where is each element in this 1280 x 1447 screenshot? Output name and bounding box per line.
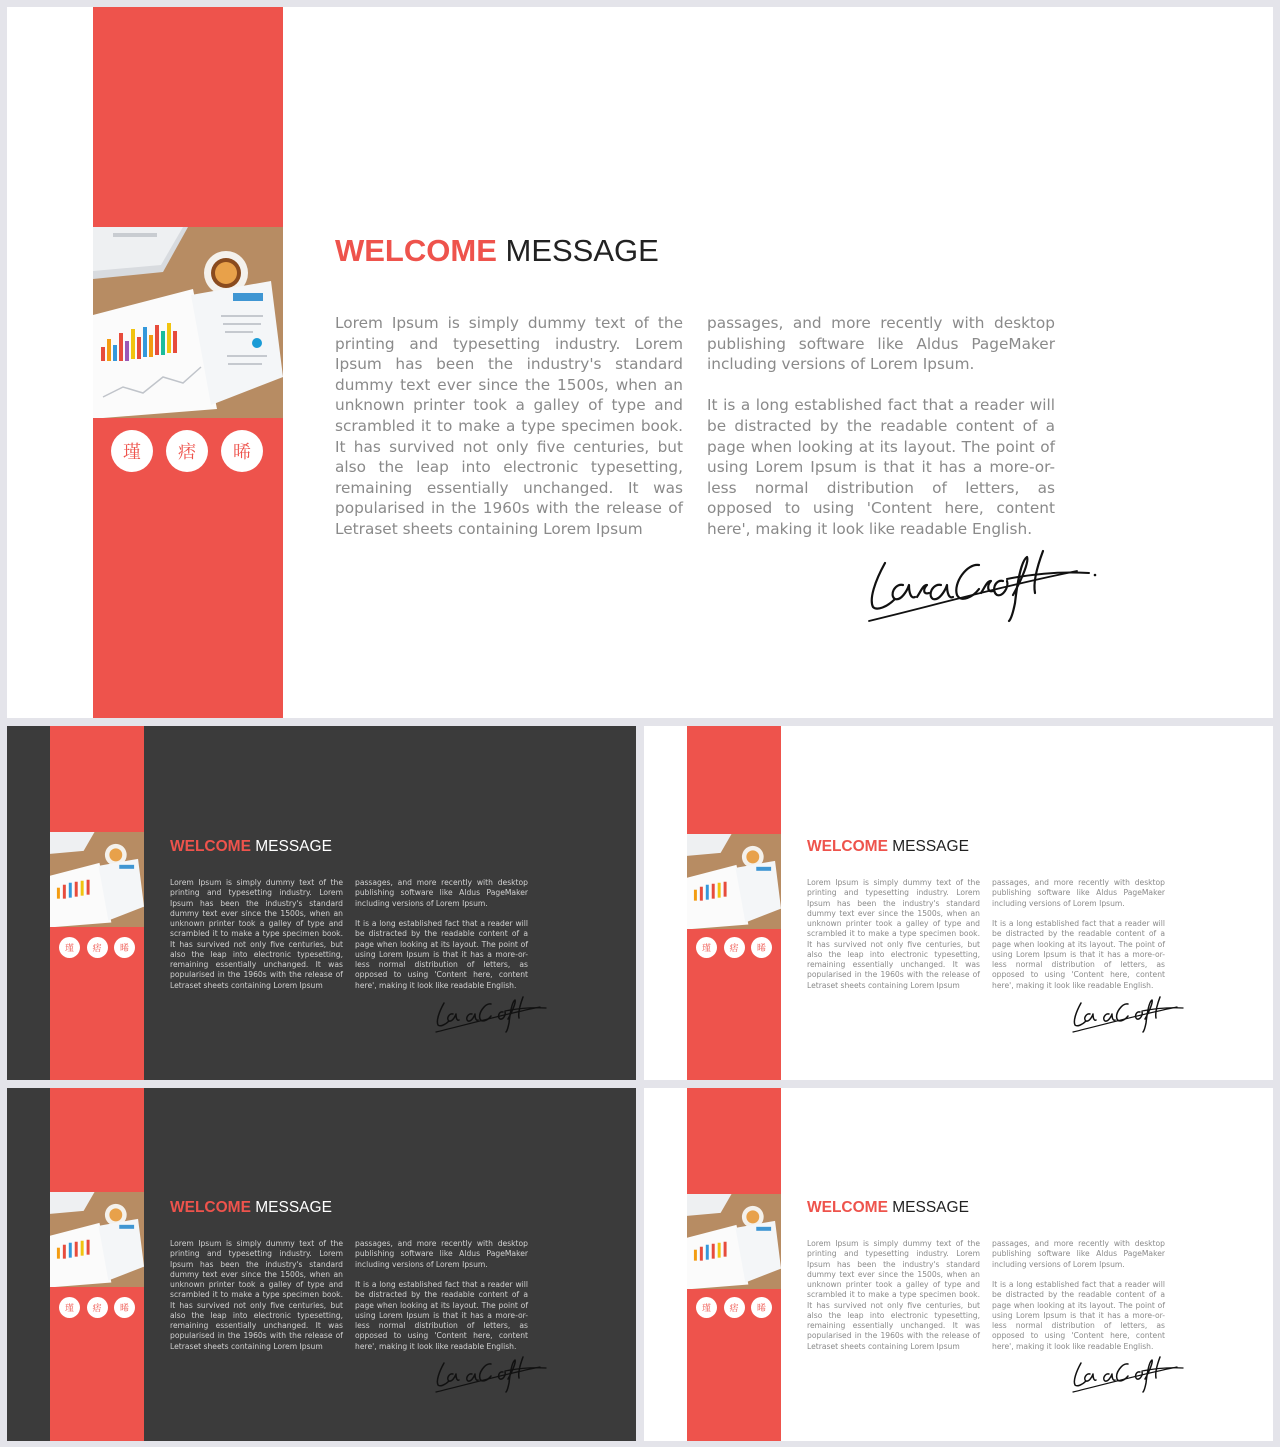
slide-title <box>170 1199 332 1217</box>
paragraph: It is a long established fact that a reader will be distracted by the readable content of a page when looking at its layout. The point of using Lorem Ipsum is that it has a more-or-less normal distribution of letters, as opposed to using 'Content here, content here', making it look like readable English. <box>355 919 528 990</box>
circle-label: 晞 <box>751 937 772 958</box>
desk-photo <box>93 227 283 418</box>
body-column-2 <box>355 1239 528 1352</box>
body-text <box>170 1239 528 1352</box>
body-column-2 <box>992 1239 1165 1352</box>
paragraph: passages, and more recently with desktop publishing software like Aldus PageMaker including versions of Lorem Ipsum. <box>355 1239 528 1269</box>
title-rest: MESSAGE <box>255 1199 332 1216</box>
circle-label: 痞 <box>724 1297 745 1318</box>
circle-label: 瑾 <box>59 937 80 958</box>
slide-title <box>170 838 332 856</box>
circle-label: 痞 <box>87 1297 108 1318</box>
slide-title <box>807 838 969 856</box>
signature <box>430 1350 550 1396</box>
paragraph: It is a long established fact that a reader will be distracted by the readable content of a page when looking at its layout. The point of using Lorem Ipsum is that it has a more-or-less normal distribution of letters, as opposed to using 'Content here, content here', making it look like readable English. <box>992 1280 1165 1351</box>
desk-photo <box>50 832 144 927</box>
paragraph: Lorem Ipsum is simply dummy text of the printing and typesetting industry. Lorem Ipsum has been the industry's standard dummy text ever since the 1500s, when an unknown printer took a galley of type and scrambled it to make a type specimen book. It has survived not only five centuries, but also the leap into electronic typesetting, remaining essentially unchanged. It was popularised in the 1960s with the release of Letraset sheets containing Lorem Ipsum <box>335 314 683 538</box>
paragraph: Lorem Ipsum is simply dummy text of the printing and typesetting industry. Lorem Ipsum has been the industry's standard dummy text ever since the 1500s, when an unknown printer took a galley of type and scrambled it to make a type specimen book. It has survived not only five centuries, but also the leap into electronic typesetting, remaining essentially unchanged. It was popularised in the 1960s with the release of Letraset sheets containing Lorem Ipsum <box>807 1239 980 1351</box>
paragraph: Lorem Ipsum is simply dummy text of the printing and typesetting industry. Lorem Ipsum has been the industry's standard dummy text ever since the 1500s, when an unknown printer took a galley of type and scrambled it to make a type specimen book. It has survived not only five centuries, but also the leap into electronic typesetting, remaining essentially unchanged. It was popularised in the 1960s with the release of Letraset sheets containing Lorem Ipsum <box>807 878 980 990</box>
paragraph: Lorem Ipsum is simply dummy text of the printing and typesetting industry. Lorem Ipsum has been the industry's standard dummy text ever since the 1500s, when an unknown printer took a galley of type and scrambled it to make a type specimen book. It has survived not only five centuries, but also the leap into electronic typesetting, remaining essentially unchanged. It was popularised in the 1960s with the release of Letraset sheets containing Lorem Ipsum <box>170 1239 343 1351</box>
paragraph: It is a long established fact that a reader will be distracted by the readable content of a page when looking at its layout. The point of using Lorem Ipsum is that it has a more-or-less normal distribution of letters, as opposed to using 'Content here, content here', making it look like readable English. <box>992 919 1165 990</box>
circle-label: 晞 <box>221 430 263 472</box>
body-column-2 <box>992 878 1165 991</box>
circle-label: 瑾 <box>696 937 717 958</box>
body-text <box>807 1239 1165 1352</box>
body-column-2 <box>707 313 1055 540</box>
desk-photo <box>687 1194 781 1289</box>
paragraph: passages, and more recently with desktop publishing software like Aldus PageMaker including versions of Lorem Ipsum. <box>355 878 528 908</box>
slide-thumbnail-dark-1[interactable] <box>7 726 636 1080</box>
body-text <box>807 878 1165 991</box>
circle-label: 痞 <box>87 937 108 958</box>
title-highlight: WELCOME <box>170 838 251 855</box>
circle-group <box>59 937 135 958</box>
circle-label: 痞 <box>724 937 745 958</box>
circle-label: 瑾 <box>111 430 153 472</box>
paragraph: It is a long established fact that a reader will be distracted by the readable content of a page when looking at its layout. The point of using Lorem Ipsum is that it has a more-or-less normal distribution of letters, as opposed to using 'Content here, content here', making it look like readable English. <box>355 1280 528 1351</box>
signature <box>1067 990 1187 1036</box>
body-text <box>170 878 528 991</box>
signature <box>1067 1350 1187 1396</box>
circle-label: 晞 <box>114 937 135 958</box>
paragraph: Lorem Ipsum is simply dummy text of the printing and typesetting industry. Lorem Ipsum has been the industry's standard dummy text ever since the 1500s, when an unknown printer took a galley of type and scrambled it to make a type specimen book. It has survived not only five centuries, but also the leap into electronic typesetting, remaining essentially unchanged. It was popularised in the 1960s with the release of Letraset sheets containing Lorem Ipsum <box>170 878 343 990</box>
title-highlight: WELCOME <box>807 838 888 855</box>
title-highlight: WELCOME <box>170 1199 251 1216</box>
circle-group <box>696 937 772 958</box>
paragraph: passages, and more recently with desktop publishing software like Aldus PageMaker including versions of Lorem Ipsum. <box>992 878 1165 908</box>
title-highlight: WELCOME <box>807 1199 888 1216</box>
body-column-1 <box>807 1239 980 1352</box>
paragraph: It is a long established fact that a reader will be distracted by the readable content of a page when looking at its layout. The point of using Lorem Ipsum is that it has a more-or-less normal distribution of letters, as opposed to using 'Content here, content here', making it look like readable English. <box>707 396 1055 538</box>
circle-label: 晞 <box>751 1297 772 1318</box>
signature <box>430 990 550 1036</box>
slide-thumbnail-light-2[interactable] <box>644 1088 1273 1441</box>
slide-thumbnail-light-1[interactable] <box>644 726 1273 1080</box>
slide-title <box>335 233 659 269</box>
body-column-1 <box>170 1239 343 1352</box>
circle-label: 痞 <box>166 430 208 472</box>
slide-title <box>807 1199 969 1217</box>
title-rest: MESSAGE <box>505 233 659 268</box>
body-text <box>335 313 1055 540</box>
slide-main[interactable] <box>7 7 1273 718</box>
title-highlight: WELCOME <box>335 233 497 268</box>
circle-group <box>59 1297 135 1318</box>
body-column-1 <box>335 313 683 540</box>
circle-label: 瑾 <box>696 1297 717 1318</box>
body-column-1 <box>170 878 343 991</box>
title-rest: MESSAGE <box>892 838 969 855</box>
circle-group <box>696 1297 772 1318</box>
paragraph: passages, and more recently with desktop publishing software like Aldus PageMaker including versions of Lorem Ipsum. <box>992 1239 1165 1269</box>
signature <box>857 537 1097 629</box>
title-rest: MESSAGE <box>892 1199 969 1216</box>
title-rest: MESSAGE <box>255 838 332 855</box>
desk-photo <box>50 1192 144 1287</box>
circle-label: 晞 <box>114 1297 135 1318</box>
body-column-1 <box>807 878 980 991</box>
slide-thumbnail-dark-2[interactable] <box>7 1088 636 1441</box>
paragraph: passages, and more recently with desktop publishing software like Aldus PageMaker including versions of Lorem Ipsum. <box>707 314 1055 374</box>
circle-group <box>111 430 263 472</box>
body-column-2 <box>355 878 528 991</box>
desk-photo <box>687 834 781 929</box>
circle-label: 瑾 <box>59 1297 80 1318</box>
